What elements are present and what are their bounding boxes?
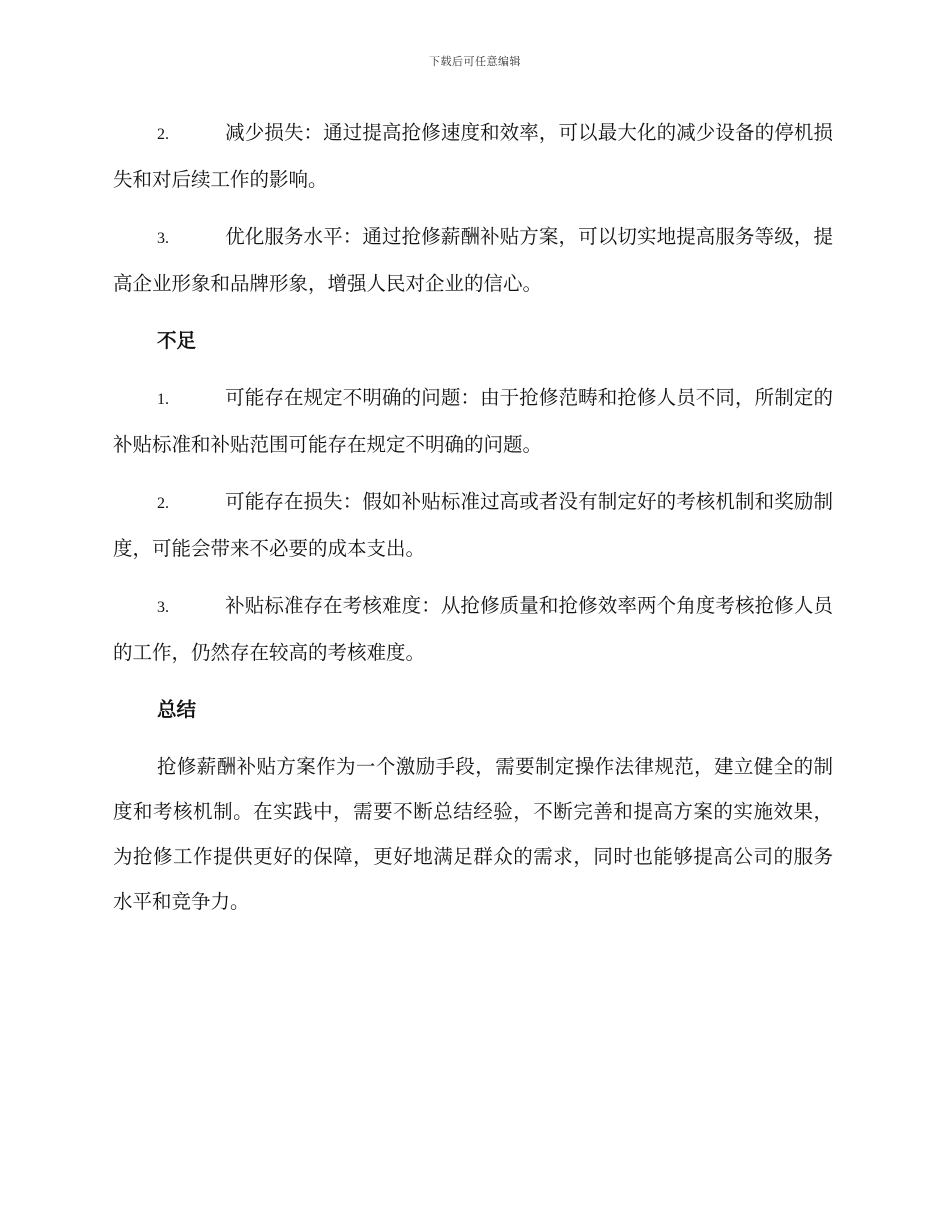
document-body	[113, 110, 833, 936]
list-item	[113, 375, 833, 467]
summary-paragraph: 抢修薪酬补贴方案作为一个激励手段，需要制定操作法律规范，建立健全的制度和考核机制。在实践中，需要不断总结经验，不断完善和提高方案的实施效果，为抢修工作提供更好的保障，更好地满足群众的需求，同时也能够提高公司的服务水平和竞争力。	[113, 755, 833, 913]
list-text: 减少损失：通过提高抢修速度和效率，可以最大化的减少设备的停机损失和对后续工作的影响。	[113, 121, 833, 191]
list-text: 可能存在规定不明确的问题：由于抢修范畴和抢修人员不同，所制定的补贴标准和补贴范围可能存在规定不明确的问题。	[113, 386, 833, 456]
list-number: 3.	[157, 230, 169, 247]
page-header: 下载后可任意编辑	[429, 55, 521, 68]
list-item	[113, 214, 833, 306]
list-text: 可能存在损失：假如补贴标准过高或者没有制定好的考核机制和奖励制度，可能会带来不必要的成本支出。	[113, 490, 833, 560]
list-text: 补贴标准存在考核难度：从抢修质量和抢修效率两个角度考核抢修人员的工作，仍然存在较高的考核难度。	[113, 594, 833, 664]
section-heading-summary: 总结	[157, 698, 197, 721]
list-number: 3.	[157, 599, 169, 616]
list-item	[113, 479, 833, 571]
list-text: 优化服务水平：通过抢修薪酬补贴方案，可以切实地提高服务等级，提高企业形象和品牌形象，增强人民对企业的信心。	[113, 225, 833, 295]
list-number: 2.	[157, 126, 169, 143]
list-item	[113, 110, 833, 202]
list-number: 2.	[157, 495, 169, 512]
list-number: 1.	[157, 391, 169, 408]
list-item	[113, 583, 833, 675]
section-heading-shortcomings: 不足	[157, 329, 197, 352]
